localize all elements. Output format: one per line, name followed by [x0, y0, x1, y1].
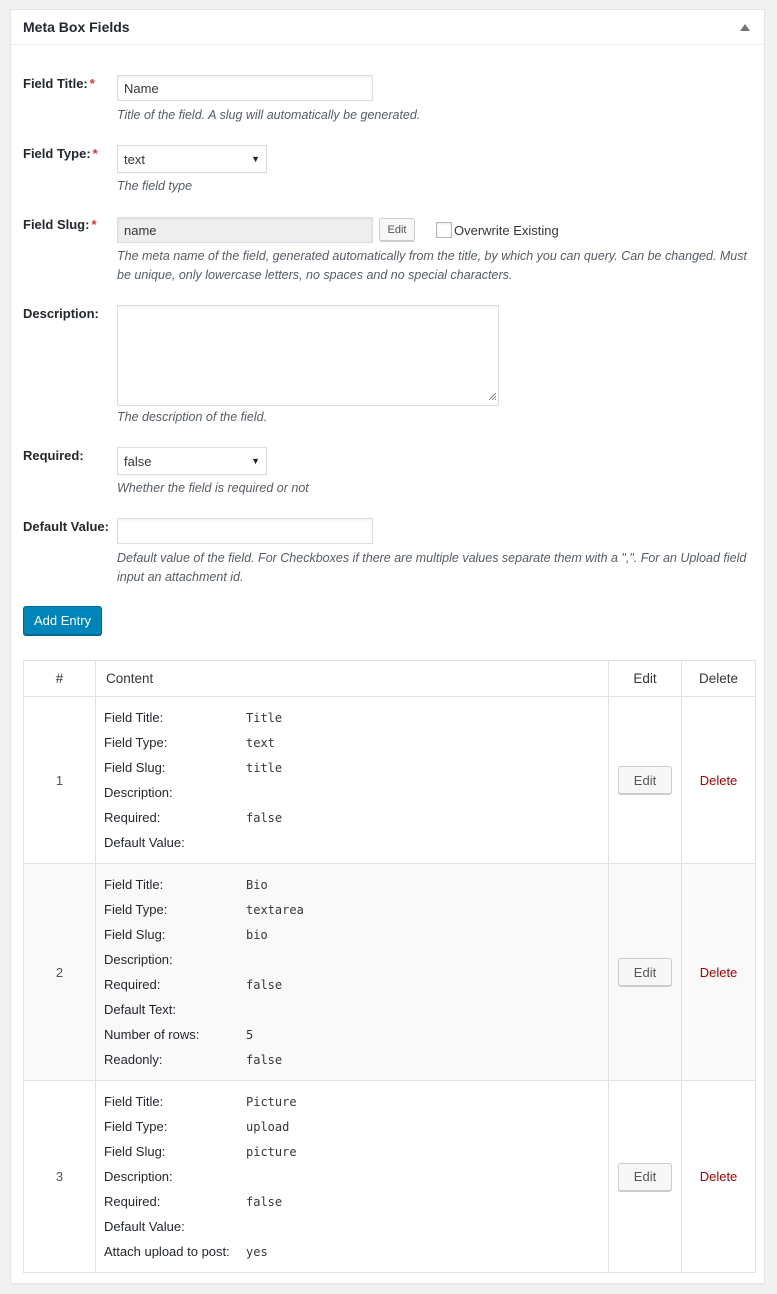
triangle-down-icon: ▼: [251, 154, 260, 164]
entries-table: [23, 660, 756, 1273]
content-field: [104, 972, 608, 997]
table-row: [24, 697, 756, 864]
field-title-label-text: Field Title:: [23, 76, 88, 91]
required-help: Whether the field is required or not: [117, 481, 309, 495]
default-value-input[interactable]: [117, 518, 373, 544]
content-field-value: false: [246, 1194, 283, 1209]
field-title-value: Name: [124, 80, 159, 96]
content-field: [104, 872, 608, 897]
content-field-key: Description:: [104, 952, 173, 967]
content-field-value: false: [246, 810, 283, 825]
content-field-key: Required:: [104, 810, 161, 825]
required-mark: *: [92, 146, 98, 161]
field-title-label: [23, 76, 95, 91]
required-select[interactable]: [117, 447, 267, 475]
content-field-key: Description:: [104, 1169, 173, 1184]
content-field-key: Attach upload to post:: [104, 1244, 230, 1259]
description-textarea[interactable]: [117, 305, 499, 406]
content-field-key: Required:: [104, 977, 161, 992]
row-delete-cell: [682, 1081, 756, 1273]
content-field: [104, 1214, 608, 1239]
overwrite-existing-label[interactable]: Overwrite Existing: [454, 223, 559, 238]
field-slug-value: name: [124, 222, 157, 238]
panel-header[interactable]: [11, 10, 764, 45]
content-field-key: Number of rows:: [104, 1027, 200, 1042]
content-field-key: Default Text:: [104, 1002, 177, 1017]
meta-box-panel: [10, 9, 765, 1284]
content-field-value: Picture: [246, 1094, 297, 1109]
row-delete-cell: [682, 697, 756, 864]
row-delete-cell: [682, 864, 756, 1081]
col-header-num: #: [24, 661, 96, 697]
content-field: [104, 730, 608, 755]
content-field-key: Field Slug:: [104, 1144, 166, 1159]
content-field: [104, 1239, 608, 1264]
content-field-key: Field Type:: [104, 735, 168, 750]
table-row: [24, 1081, 756, 1273]
content-field-value: upload: [246, 1119, 290, 1134]
content-field: [104, 755, 608, 780]
col-header-delete: Delete: [682, 661, 756, 697]
row-edit-button[interactable]: Edit: [618, 766, 672, 794]
required-mark: *: [91, 217, 97, 232]
content-field-value: bio: [246, 927, 268, 942]
content-field-value: Title: [246, 710, 283, 725]
content-field-key: Description:: [104, 785, 173, 800]
row-number: 2: [24, 864, 96, 1081]
table-row: [24, 864, 756, 1081]
content-field: [104, 780, 608, 805]
field-type-label-text: Field Type:: [23, 146, 91, 161]
content-field: [104, 897, 608, 922]
content-field: [104, 830, 608, 855]
overwrite-existing-checkbox[interactable]: [436, 222, 452, 238]
row-number: 3: [24, 1081, 96, 1273]
row-edit-cell: [609, 864, 682, 1081]
row-delete-link[interactable]: Delete: [699, 1169, 738, 1184]
content-field-key: Required:: [104, 1194, 161, 1209]
required-mark: *: [89, 76, 95, 91]
content-field-value: text: [246, 735, 275, 750]
default-value-help: Default value of the field. For Checkboxes if there are multiple values separate them with a ",". For an Upload field input an attachment id.: [117, 551, 747, 584]
content-field: [104, 997, 608, 1022]
content-field: [104, 922, 608, 947]
content-field-key: Field Type:: [104, 902, 168, 917]
content-field-key: Default Value:: [104, 835, 185, 850]
content-field: [104, 1139, 608, 1164]
field-type-value: text: [124, 151, 145, 167]
field-type-help: The field type: [117, 179, 193, 193]
field-slug-label-text: Field Slug:: [23, 217, 90, 232]
table-header-row: [24, 661, 756, 697]
description-label: Description:: [23, 306, 99, 321]
field-type-select[interactable]: [117, 145, 267, 173]
field-type-label: [23, 146, 98, 161]
add-entry-button[interactable]: Add Entry: [23, 606, 102, 635]
content-field: [104, 1022, 608, 1047]
default-value-label: Default Value:: [23, 519, 109, 534]
row-delete-link[interactable]: Delete: [699, 772, 738, 788]
row-number: 1: [24, 697, 96, 864]
field-slug-help: The meta name of the field, generated automatically from the title, by which you can query. Can be changed. Must be unique, only lowercase letters, no spaces and no special characters.: [117, 249, 747, 282]
content-field: [104, 1189, 608, 1214]
content-field-key: Field Type:: [104, 1119, 168, 1134]
field-slug-input[interactable]: [117, 217, 373, 243]
col-header-content: Content: [96, 661, 609, 697]
content-field: [104, 805, 608, 830]
content-field-key: Default Value:: [104, 1219, 185, 1234]
row-delete-link[interactable]: Delete: [699, 964, 738, 980]
content-field: [104, 947, 608, 972]
content-field: [104, 1047, 608, 1072]
content-field-value: false: [246, 1052, 283, 1067]
content-field: [104, 1089, 608, 1114]
content-field-value: yes: [246, 1244, 268, 1259]
row-edit-cell: [609, 697, 682, 864]
description-help: The description of the field.: [117, 410, 268, 424]
required-label: Required:: [23, 448, 84, 463]
row-edit-button[interactable]: Edit: [618, 1163, 672, 1191]
content-field-value: title: [246, 760, 283, 775]
content-field-value: textarea: [246, 902, 304, 917]
required-value: false: [124, 453, 152, 469]
resize-grip-icon[interactable]: [488, 388, 496, 403]
content-field: [104, 705, 608, 730]
content-field: [104, 1164, 608, 1189]
content-field-value: Bio: [246, 877, 268, 892]
triangle-down-icon: ▼: [251, 456, 260, 466]
content-field-key: Field Title:: [104, 1094, 164, 1109]
content-field-value: picture: [246, 1144, 297, 1159]
row-edit-cell: [609, 1081, 682, 1273]
col-header-edit: Edit: [609, 661, 682, 697]
content-field: [104, 1114, 608, 1139]
content-field-value: 5: [246, 1027, 254, 1042]
field-title-input[interactable]: [117, 75, 373, 101]
slug-edit-button[interactable]: Edit: [379, 218, 415, 241]
content-field-value: false: [246, 977, 283, 992]
content-field-key: Readonly:: [104, 1052, 163, 1067]
field-title-help: Title of the field. A slug will automatically be generated.: [117, 108, 421, 122]
row-content: [96, 864, 609, 1081]
collapse-toggle-icon[interactable]: [738, 20, 752, 34]
content-field-key: Field Title:: [104, 877, 164, 892]
row-content: [96, 697, 609, 864]
content-field-key: Field Slug:: [104, 760, 166, 775]
field-slug-label: [23, 217, 97, 232]
panel-title: Meta Box Fields: [23, 19, 130, 35]
row-content: [96, 1081, 609, 1273]
row-edit-button[interactable]: Edit: [618, 958, 672, 986]
content-field-key: Field Slug:: [104, 927, 166, 942]
content-field-key: Field Title:: [104, 710, 164, 725]
